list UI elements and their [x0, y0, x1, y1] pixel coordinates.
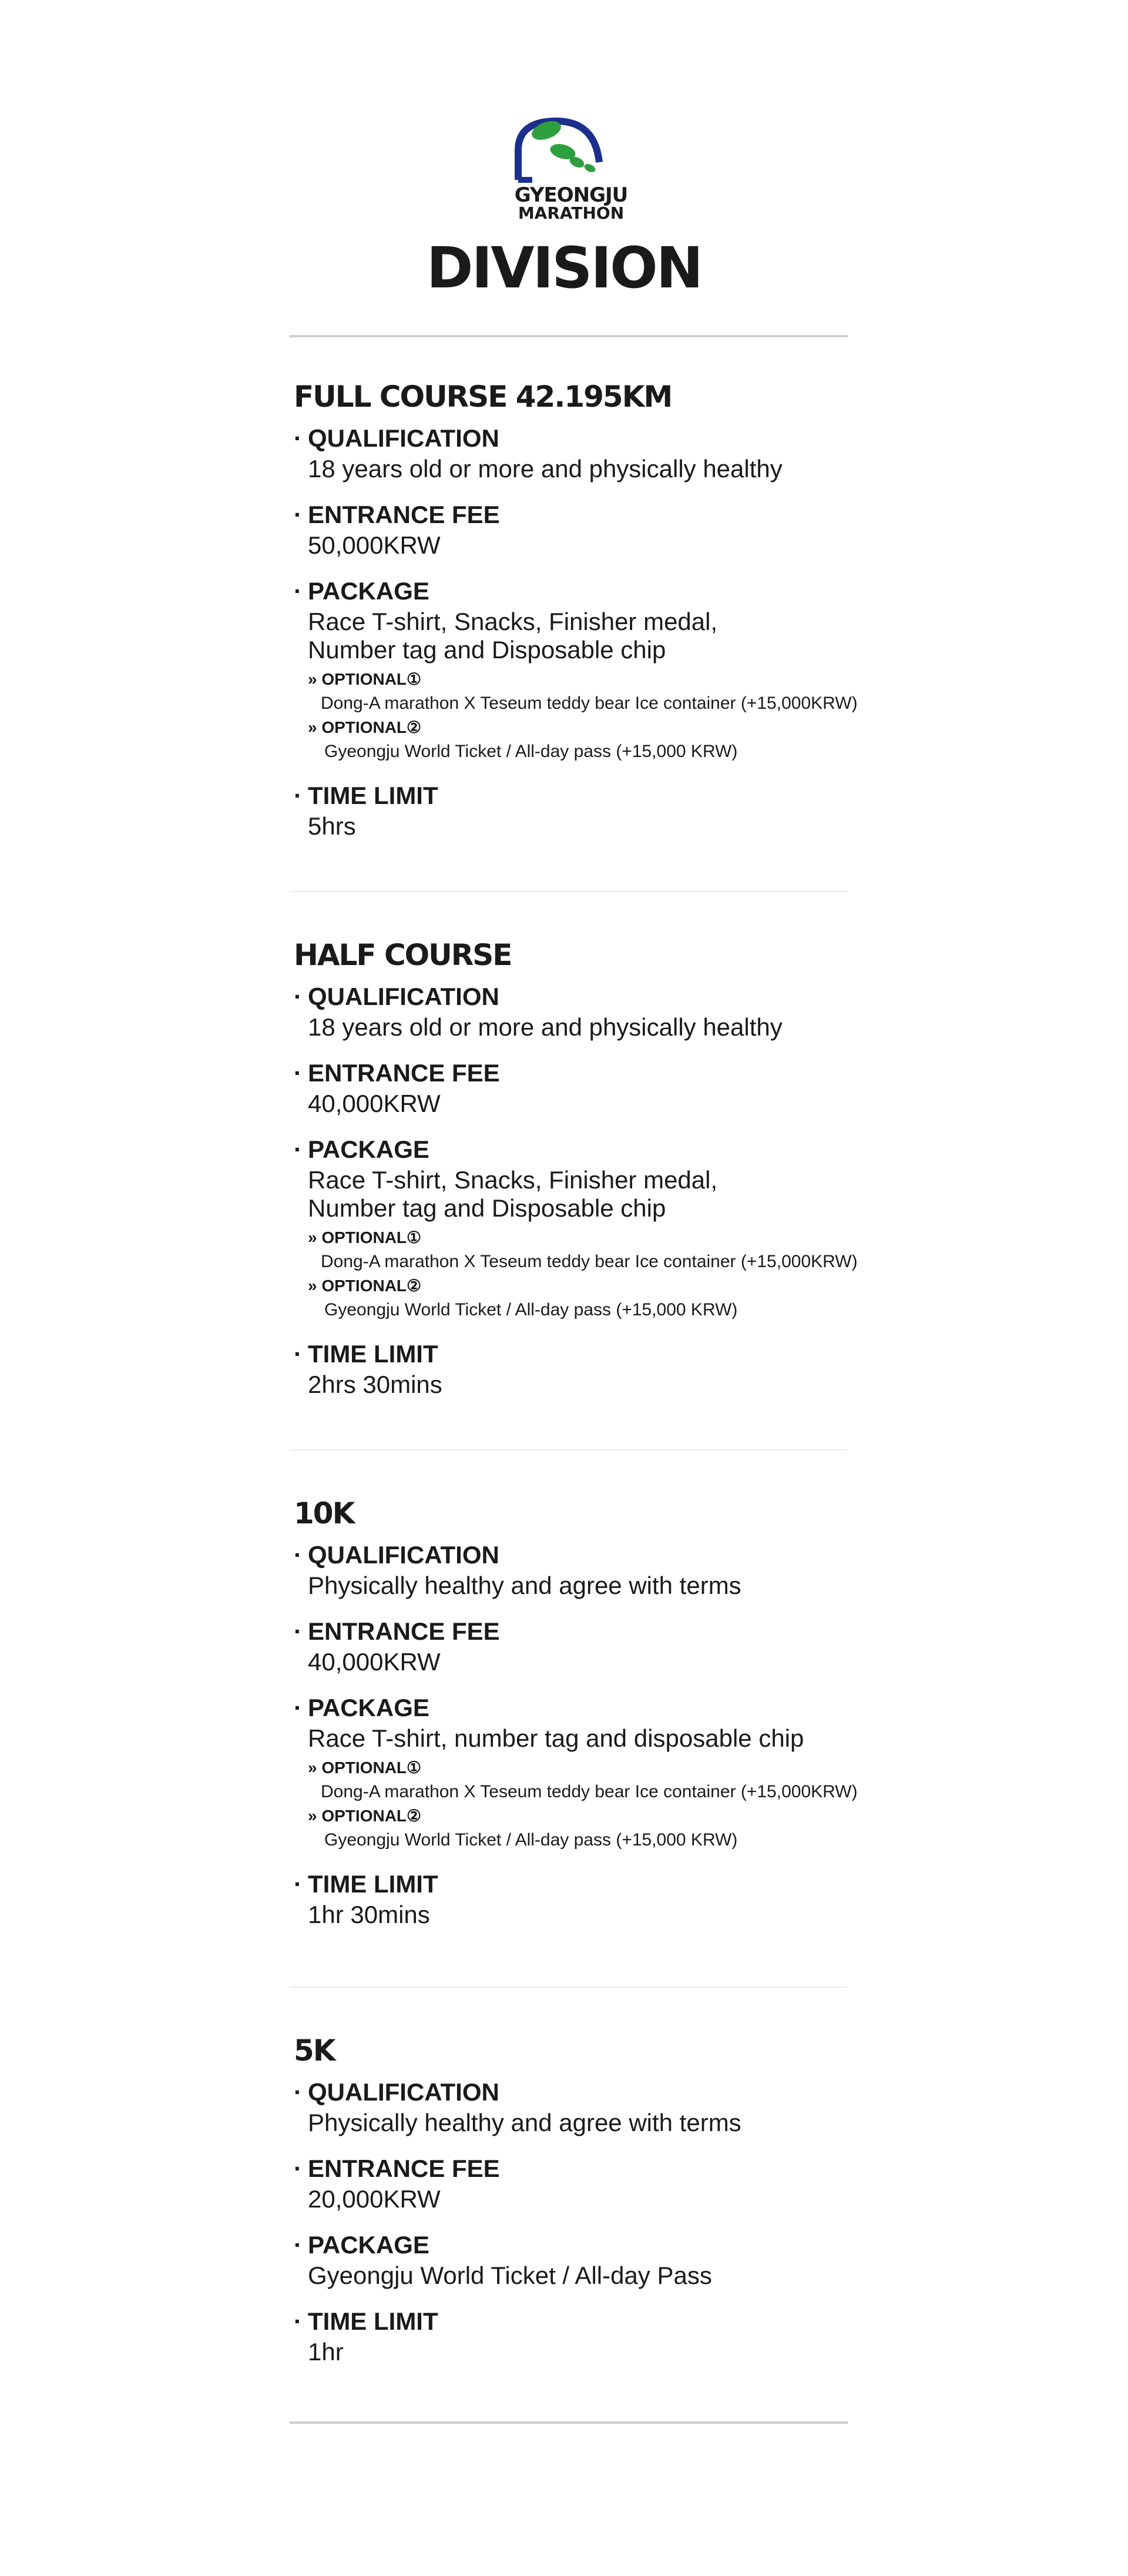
item-value: Physically healthy and agree with terms	[308, 2109, 741, 2136]
qualification-item	[294, 1539, 881, 1600]
package-item	[294, 575, 881, 764]
package-item	[294, 2229, 881, 2290]
optional-label: » OPTIONAL①	[308, 1758, 422, 1777]
optional-label: » OPTIONAL①	[308, 1228, 422, 1247]
bullet-icon: ·	[294, 424, 302, 452]
bullet-icon: ·	[294, 577, 302, 605]
item-label: QUALIFICATION	[308, 2078, 499, 2106]
fee-item	[294, 2152, 881, 2213]
logo-line2: MARATHON	[518, 203, 625, 223]
optional-2	[308, 716, 881, 764]
item-value: 18 years old or more and physically healthy	[308, 1013, 783, 1041]
logo-line1: GYEONGJU	[514, 183, 628, 207]
divider	[290, 1449, 848, 1451]
bullet-icon: ·	[294, 2231, 302, 2259]
qualification-item	[294, 2076, 881, 2137]
item-value: Number tag and Disposable chip	[308, 1194, 666, 1222]
optional-value: Gyeongju World Ticket / All-day pass (+15,000 KRW)	[324, 742, 738, 761]
page-title: DIVISION	[426, 235, 702, 301]
divider	[290, 2421, 848, 2424]
bullet-icon: ·	[294, 1541, 302, 1569]
item-value: Physically healthy and agree with terms	[308, 1572, 741, 1599]
optional-label: » OPTIONAL①	[308, 670, 422, 688]
section-title: HALF COURSE	[294, 938, 512, 972]
time-limit-item	[294, 2305, 881, 2366]
item-label: TIME LIMIT	[308, 1340, 438, 1368]
item-value: Gyeongju World Ticket / All-day Pass	[308, 2262, 712, 2289]
division-5k	[294, 2030, 881, 2366]
item-label: PACKAGE	[308, 1694, 429, 1721]
item-label: ENTRANCE FEE	[308, 501, 500, 528]
bullet-icon: ·	[294, 782, 302, 809]
division-full-course	[294, 376, 881, 840]
optional-value: Gyeongju World Ticket / All-day pass (+15,000 KRW)	[324, 1300, 738, 1319]
item-label: QUALIFICATION	[308, 424, 499, 452]
item-value: Race T-shirt, number tag and disposable chip	[308, 1724, 804, 1752]
item-label: PACKAGE	[308, 577, 429, 605]
optional-1	[308, 1756, 881, 1804]
runner-leaf-icon	[495, 109, 647, 186]
bullet-icon: ·	[294, 1870, 302, 1898]
item-value: Race T-shirt, Snacks, Finisher medal,	[308, 1166, 718, 1194]
optional-value: Dong-A marathon X Teseum teddy bear Ice container (+15,000KRW)	[321, 694, 858, 713]
item-label: ENTRANCE FEE	[308, 1617, 500, 1645]
divider	[290, 1987, 848, 1988]
bullet-icon: ·	[294, 1694, 302, 1721]
division-10k	[294, 1493, 881, 1929]
divider	[290, 335, 848, 337]
item-value: 1hr 30mins	[308, 1901, 430, 1928]
optional-2	[308, 1804, 881, 1853]
gyeongju-marathon-logo	[495, 109, 647, 227]
optional-value: Dong-A marathon X Teseum teddy bear Ice container (+15,000KRW)	[321, 1252, 858, 1271]
optional-1	[308, 1226, 881, 1274]
optional-label: » OPTIONAL②	[308, 1277, 422, 1295]
bullet-icon: ·	[294, 983, 302, 1010]
bullet-icon: ·	[294, 1059, 302, 1087]
item-label: PACKAGE	[308, 2231, 429, 2259]
section-title: 5K	[294, 2034, 335, 2068]
item-label: QUALIFICATION	[308, 983, 499, 1010]
item-label: TIME LIMIT	[308, 782, 438, 809]
item-value: Number tag and Disposable chip	[308, 636, 666, 664]
optional-value: Gyeongju World Ticket / All-day pass (+15,000 KRW)	[324, 1830, 738, 1850]
item-value: 1hr	[308, 2338, 344, 2366]
item-label: ENTRANCE FEE	[308, 2155, 500, 2182]
bullet-icon: ·	[294, 2155, 302, 2182]
item-value: 2hrs 30mins	[308, 1371, 442, 1398]
optional-label: » OPTIONAL②	[308, 718, 422, 736]
optional-value: Dong-A marathon X Teseum teddy bear Ice container (+15,000KRW)	[321, 1782, 858, 1801]
section-title: 10K	[294, 1496, 354, 1530]
qualification-item	[294, 980, 881, 1041]
bullet-icon: ·	[294, 1617, 302, 1645]
item-value: 18 years old or more and physically healthy	[308, 455, 783, 483]
bullet-icon: ·	[294, 2307, 302, 2335]
optional-label: » OPTIONAL②	[308, 1807, 422, 1825]
item-label: QUALIFICATION	[308, 1541, 499, 1569]
package-item	[294, 1691, 881, 1853]
item-value: 50,000KRW	[308, 531, 441, 559]
time-limit-item	[294, 779, 881, 840]
fee-item	[294, 1057, 881, 1118]
bullet-icon: ·	[294, 1340, 302, 1368]
item-label: TIME LIMIT	[308, 1870, 438, 1898]
bullet-icon: ·	[294, 501, 302, 528]
item-label: PACKAGE	[308, 1135, 429, 1163]
item-value: 5hrs	[308, 812, 356, 840]
item-value: 40,000KRW	[308, 1090, 441, 1117]
bullet-icon: ·	[294, 2078, 302, 2106]
item-label: ENTRANCE FEE	[308, 1059, 500, 1087]
divider	[290, 891, 848, 892]
optional-1	[308, 668, 881, 716]
item-value: 40,000KRW	[308, 1648, 441, 1676]
fee-item	[294, 1615, 881, 1676]
section-title: FULL COURSE 42.195KM	[294, 380, 672, 414]
time-limit-item	[294, 1868, 881, 1929]
optional-2	[308, 1274, 881, 1322]
time-limit-item	[294, 1338, 881, 1399]
division-half-course	[294, 934, 881, 1399]
item-value: Race T-shirt, Snacks, Finisher medal,	[308, 608, 718, 635]
fee-item	[294, 498, 881, 560]
item-value: 20,000KRW	[308, 2185, 441, 2213]
package-item	[294, 1133, 881, 1322]
item-label: TIME LIMIT	[308, 2307, 438, 2335]
qualification-item	[294, 422, 881, 483]
bullet-icon: ·	[294, 1135, 302, 1163]
